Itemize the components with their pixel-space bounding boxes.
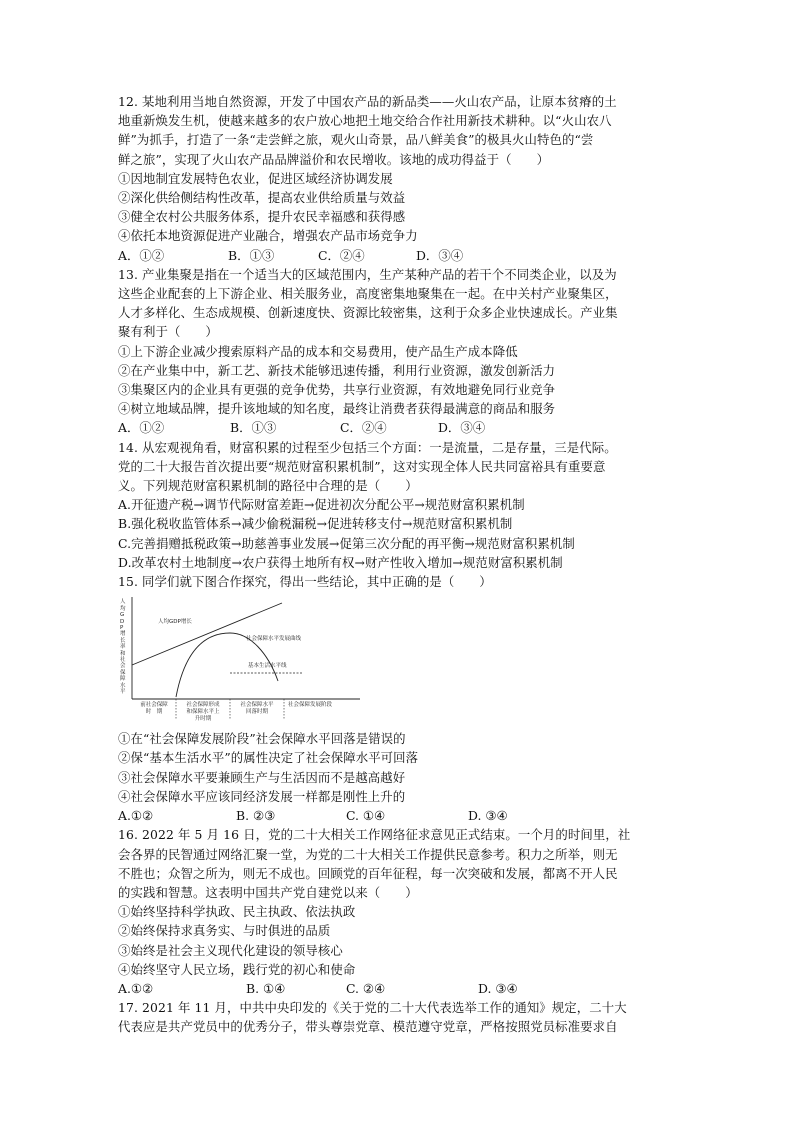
q12-line: 鲜”为抓手，打造了一条“走尝鲜之旅，观火山奇景，品八鲜美食”的极具火山特色的“尝	[118, 132, 594, 148]
q12-options	[118, 246, 678, 265]
q13-choice: ②在产业集中中，新工艺、新技术能够迅速传播，利用行业资源，激发创新活力	[118, 362, 556, 378]
q16-line: 16. 2022 年 5 月 16 日，党的二十大相关工作网络征求意见正式结束。一个月的时间里，社	[118, 827, 631, 843]
q12-option-b[interactable]: B．①③	[228, 247, 275, 263]
question-17	[118, 998, 678, 1036]
q16-option-d[interactable]: D. ③④	[478, 980, 518, 996]
q16-choice: ③始终是社会主义现代化建设的领导核心	[118, 942, 343, 958]
x-category-3-line: 社会保障水平	[240, 702, 274, 709]
q16-choice: ①始终坚持科学执政、民主执政、依法执政	[118, 904, 356, 920]
q12-line: 地重新焕发生机，使越来越多的农户放心地把土地交给合作社用新技术耕种。以“火山农八	[118, 113, 612, 129]
x-category-3-line: 回落时期	[245, 709, 268, 716]
exam-page	[118, 92, 678, 1037]
x-category-2-line: 社会保障形成	[186, 702, 220, 709]
x-category-3	[232, 702, 282, 716]
q15-choice: ①在“社会保障发展阶段”社会保障水平回落是错误的	[118, 731, 406, 747]
q16-line: 的实践和智慧。这表明中国共产党自建党以来（ ）	[118, 884, 418, 900]
basic-living-label: 基本生活水平线	[248, 663, 287, 670]
q13-choice: ①上下游企业减少搜索原料产品的成本和交易费用，使产品生产成本降低	[118, 343, 518, 359]
q16-option-a[interactable]: A.①②	[118, 980, 154, 996]
x-axis-label: 社会保障发展阶段	[288, 702, 333, 709]
q13-line: 13. 产业集聚是指在一个适当大的区域范围内，生产某种产品的若干个不同类企业，以及为	[118, 266, 617, 282]
q15-choice: ③社会保障水平要兼顾生产与生活因而不是越高越好	[118, 769, 406, 785]
q15-option-b[interactable]: B. ②③	[236, 808, 276, 824]
q16-option-c[interactable]: C. ②④	[346, 980, 386, 996]
q13-choice: ④树立地域品牌，提升该地域的知名度，最终让消费者获得最满意的商品和服务	[118, 401, 556, 417]
q13-options	[118, 418, 678, 437]
q13-choice: ③集聚区内的企业具有更强的竞争优势，共享行业资源，有效地避免同行业竞争	[118, 382, 556, 398]
q15-option-c[interactable]: C. ①④	[346, 808, 386, 824]
q15-stem: 15. 同学们就下图合作探究，得出一些结论，其中正确的是（ ）	[118, 574, 492, 590]
social-security-chart	[122, 595, 362, 723]
q12-choice: ③健全农村公共服务体系，提升农民幸福感和获得感	[118, 209, 406, 225]
q17-line: 17. 2021 年 11 月，中共中央印发的《关于党的二十大代表选举工作的通知》规定，二十大	[118, 1000, 627, 1016]
q12-choice: ④依托本地资源促进产业融合，增强农产品市场竞争力	[118, 228, 418, 244]
q15-option-a[interactable]: A.①②	[118, 808, 154, 824]
q14-line: 义。下列规范财富积累机制的路径中合理的是（ ）	[118, 478, 418, 494]
q13-option-c[interactable]: C．②④	[340, 420, 387, 436]
q14-line: 党的二十大报告首次提出要“规范财富积累机制”，这对实现全体人民共同富裕具有重要意	[118, 458, 606, 474]
question-13	[118, 265, 678, 438]
q17-line: 代表应是共产党员中的优秀分子，带头尊崇党章、模范遵守党章，严格按照党员标准要求自	[118, 1019, 618, 1035]
q13-option-d[interactable]: D．③④	[438, 420, 486, 436]
q12-line: 12. 某地利用当地自然资源，开发了中国农产品的新品类——火山农产品，让原本贫瘠的土	[118, 94, 617, 109]
q14-option-d[interactable]: D.改革农村土地制度→农户获得土地所有权→财产性收入增加→规范财富积累机制	[118, 554, 563, 570]
q15-choice: ②保“基本生活水平”的属性决定了社会保障水平可回落	[118, 750, 419, 766]
x-category-2-line: 升时期	[194, 716, 212, 723]
curve-label: 社会保障水平发展曲线	[246, 636, 302, 643]
q13-line: 人才多样化、生态成规模、创新速度快、资源比较密集，这利于众多企业快速成长。产业集	[118, 305, 618, 321]
q12-option-c[interactable]: C．②④	[318, 247, 365, 263]
question-12	[118, 92, 678, 265]
q14-option-b[interactable]: B.强化税收监管体系→减少偷税漏税→促进转移支付→规范财富积累机制	[118, 516, 513, 532]
x-category-1-line: 前社会保障	[140, 702, 168, 709]
q15-option-d[interactable]: D. ③④	[468, 808, 508, 824]
question-14	[118, 438, 678, 572]
q16-option-b[interactable]: B. ①④	[246, 980, 286, 996]
q14-option-a[interactable]: A.开征遗产税→调节代际财富差距→促进初次分配公平→规范财富积累机制	[118, 497, 525, 513]
q12-line: 鲜之旅”，实现了火山农产品品牌溢价和农民增收。该地的成功得益于（ ）	[118, 151, 550, 167]
question-16	[118, 825, 678, 998]
q16-choice: ④始终坚守人民立场，践行党的初心和使命	[118, 961, 356, 977]
x-category-1-line: 时 期	[145, 709, 163, 716]
q14-line: 14. 从宏观视角看，财富积累的过程至少包括三个方面：一是流量，二是存量，三是代际。	[118, 439, 617, 455]
q12-option-d[interactable]: D．③④	[416, 247, 464, 263]
q16-line: 不胜也；众智之所为，则无不成也。回顾党的百年征程，每一次突破和发展，都离不开人民	[118, 865, 618, 881]
question-15	[118, 572, 678, 825]
q16-choice: ②始终保持求真务实、与时俱进的品质	[118, 923, 331, 939]
gdp-label: 人均GDP增长	[158, 619, 192, 626]
chart-y-axis-label: 人均GDP增长率和社会保障水平	[120, 599, 126, 695]
q12-option-a[interactable]: A．①②	[118, 247, 165, 263]
q13-option-b[interactable]: B．①③	[230, 420, 277, 436]
q15-choice: ④社会保障水平应该同经济发展一样都是刚性上升的	[118, 788, 406, 804]
q16-options	[118, 979, 678, 998]
q13-option-a[interactable]: A．①②	[118, 420, 165, 436]
q12-choice: ①因地制宜发展特色农业，促进区域经济协调发展	[118, 170, 393, 186]
x-category-2	[178, 702, 228, 723]
q13-line: 这些企业配套的上下游企业、相关服务业，高度密集地聚集在一起。在中关村产业聚集区，	[118, 286, 618, 302]
gdp-growth-line	[132, 603, 282, 665]
q15-options	[118, 806, 678, 825]
q12-choice: ②深化供给侧结构性改革，提高农业供给质量与效益	[118, 190, 406, 206]
x-category-2-line: 和保障水平上	[186, 709, 220, 716]
q14-option-c[interactable]: C.完善捐赠抵税政策→助慈善事业发展→促第三次分配的再平衡→规范财富积累机制	[118, 535, 575, 551]
x-category-1	[134, 702, 174, 716]
q16-line: 会各界的民智通过网络汇聚一堂，为党的二十大相关工作提供民意参考。积力之所举，则无	[118, 846, 618, 862]
q13-line: 聚有利于（ ）	[118, 324, 218, 340]
